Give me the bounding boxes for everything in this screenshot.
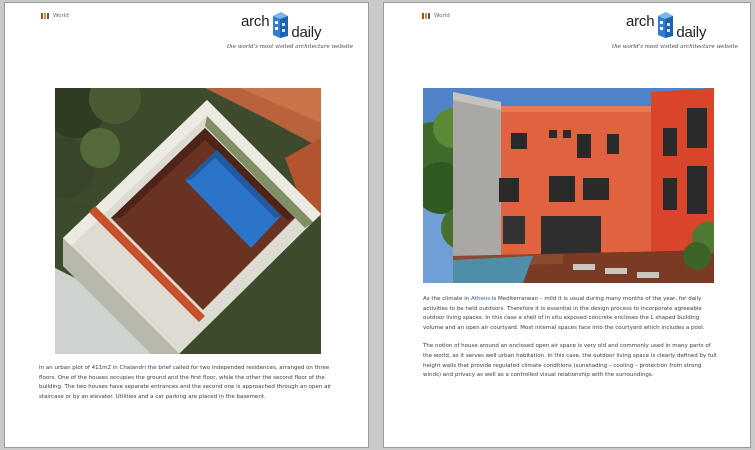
archdaily-cube-icon — [271, 11, 289, 39]
archdaily-logo[interactable] — [241, 11, 321, 41]
category-label: World — [53, 13, 69, 19]
paragraph-text: is Mediterranean – mild it is usual during many months of the year, for daily activities to be held outdoors. Therefore it is essential in the design process to incorporate agreeable outdoor living spaces. In this case a shell of in situ exposed concrete encloses the L shaped building volume and an open air courtyard. Most internal spaces face into the courtyard which includes a pool. — [423, 296, 705, 331]
article-body — [39, 364, 345, 411]
paragraph: In an urban plot of 411m2 in Chalandri the brief called for two independed residences, arranged on three floors. One of the houses occupies the ground and the first floor, while the other the second floor of the building. The two houses have separate entrances and the second one is approached through an open air staircase or by an elevator. Utilities and a car parking are placed in the basement. — [39, 365, 332, 400]
tagline: the world's most visited architecture website — [227, 44, 354, 50]
category-tag[interactable] — [422, 13, 450, 19]
document-page-1 — [4, 2, 369, 448]
logo-text-daily: daily — [676, 24, 707, 41]
category-flag-icon — [422, 13, 430, 19]
aerial-courtyard-pool-photo — [55, 88, 321, 354]
paragraph — [423, 295, 719, 333]
category-tag[interactable] — [41, 13, 69, 19]
archdaily-logo[interactable] — [626, 11, 706, 41]
paragraph: The notion of house around an enclosed open air space is very old and commonly used in many parts of the world, as it serves well urban habitation. In this case, the outdoor living space is clearly defined by full height walls that provide regulated climate conditions (sunshading – cooling – protection from strong winds) and privacy as well as a controlled visual relationship with the surroundings. — [423, 343, 717, 379]
logo-text-arch: arch — [241, 13, 270, 30]
red-courtyard-facade-photo — [423, 88, 714, 283]
logo-text-daily: daily — [291, 24, 322, 41]
logo-text-arch: arch — [626, 13, 655, 30]
paragraph-text: As the climate in — [423, 296, 472, 302]
athens-link[interactable]: Athens — [471, 296, 491, 302]
archdaily-cube-icon — [656, 11, 674, 39]
article-body — [423, 295, 719, 390]
category-flag-icon — [41, 13, 49, 19]
tagline: the world's most visited architecture website — [612, 44, 739, 50]
document-page-2 — [383, 2, 751, 448]
category-label: World — [434, 13, 450, 19]
